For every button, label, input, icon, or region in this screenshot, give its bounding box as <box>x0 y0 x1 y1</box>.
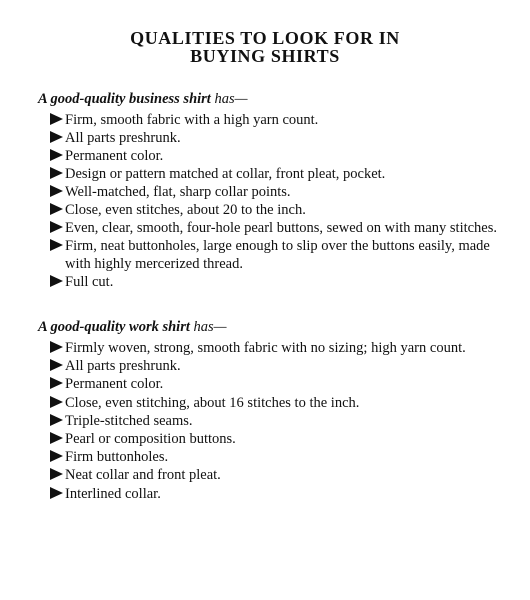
list-item-text: All parts preshrunk. <box>65 358 181 375</box>
list-item <box>50 201 518 219</box>
list-item-text: Triple-stitched seams. <box>65 412 193 429</box>
triangle-bullet-icon <box>50 275 63 287</box>
triangle-bullet-icon <box>50 341 63 353</box>
work-shirt-section <box>38 319 518 503</box>
work-qualities-list <box>38 339 518 503</box>
list-item <box>50 237 518 273</box>
list-item <box>50 111 518 129</box>
triangle-bullet-icon <box>50 414 63 426</box>
triangle-bullet-icon <box>50 396 63 408</box>
list-item <box>50 412 518 430</box>
list-item-text: Firm, smooth fabric with a high yarn count. <box>65 112 319 128</box>
list-item-text: Firmly woven, strong, smooth fabric with no sizing; high yarn count. <box>65 340 466 356</box>
triangle-bullet-icon <box>50 203 63 215</box>
list-item <box>50 129 518 147</box>
list-item-text: Interlined collar. <box>65 485 161 502</box>
triangle-bullet-icon <box>50 239 63 251</box>
triangle-bullet-icon <box>50 432 63 444</box>
list-item-text: All parts preshrunk. <box>65 130 181 146</box>
list-item-text: Neat collar and front pleat. <box>65 467 221 484</box>
triangle-bullet-icon <box>50 113 63 125</box>
list-item <box>50 339 518 357</box>
list-item-text: Full cut. <box>65 274 114 290</box>
list-item-text: Close, even stitches, about 20 to the inch. <box>65 202 306 218</box>
list-item-text: Design or pattern matched at collar, front pleat, pocket. <box>65 166 386 182</box>
list-item <box>50 357 518 375</box>
list-item-text: Close, even stitching, about 16 stitches to the inch. <box>65 394 360 411</box>
list-item-text: Even, clear, smooth, four-hole pearl buttons, sewed on with many stitches. <box>65 220 498 236</box>
triangle-bullet-icon <box>50 149 63 161</box>
triangle-bullet-icon <box>50 131 63 143</box>
page-title-line-2: BUYING SHIRTS <box>190 46 340 66</box>
triangle-bullet-icon <box>50 450 63 462</box>
list-item <box>50 394 518 412</box>
list-item-text: Permanent color. <box>65 148 164 164</box>
work-shirt-heading <box>38 319 518 336</box>
list-item <box>50 219 518 237</box>
list-item-text: Permanent color. <box>65 376 164 393</box>
list-item <box>50 273 518 291</box>
list-item <box>50 165 518 183</box>
business-heading-text: A good-quality business shirt <box>38 91 215 107</box>
page-title-line-1: QUALITIES TO LOOK FOR IN <box>130 28 400 48</box>
list-item-text: Pearl or composition buttons. <box>65 431 236 448</box>
list-item <box>50 448 518 466</box>
work-heading-suffix: has— <box>193 319 227 335</box>
triangle-bullet-icon <box>50 167 63 179</box>
list-item-text: Firm, neat buttonholes, large enough to slip over the buttons easily, made with highly mercerized thread. <box>65 238 490 272</box>
business-qualities-list <box>38 111 518 291</box>
list-item <box>50 375 518 393</box>
list-item <box>50 466 518 484</box>
list-item-text: Firm buttonholes. <box>65 449 169 466</box>
list-item <box>50 485 518 503</box>
work-heading-text: A good-quality work shirt <box>38 319 194 335</box>
list-item-text: Well-matched, flat, sharp collar points. <box>65 184 291 200</box>
business-shirt-section <box>38 91 518 291</box>
triangle-bullet-icon <box>50 487 63 499</box>
triangle-bullet-icon <box>50 221 63 233</box>
list-item <box>50 183 518 201</box>
triangle-bullet-icon <box>50 185 63 197</box>
triangle-bullet-icon <box>50 468 63 480</box>
triangle-bullet-icon <box>50 359 63 371</box>
business-shirt-heading <box>38 91 518 108</box>
list-item <box>50 147 518 165</box>
business-heading-suffix: has— <box>214 91 248 107</box>
list-item <box>50 430 518 448</box>
triangle-bullet-icon <box>50 377 63 389</box>
